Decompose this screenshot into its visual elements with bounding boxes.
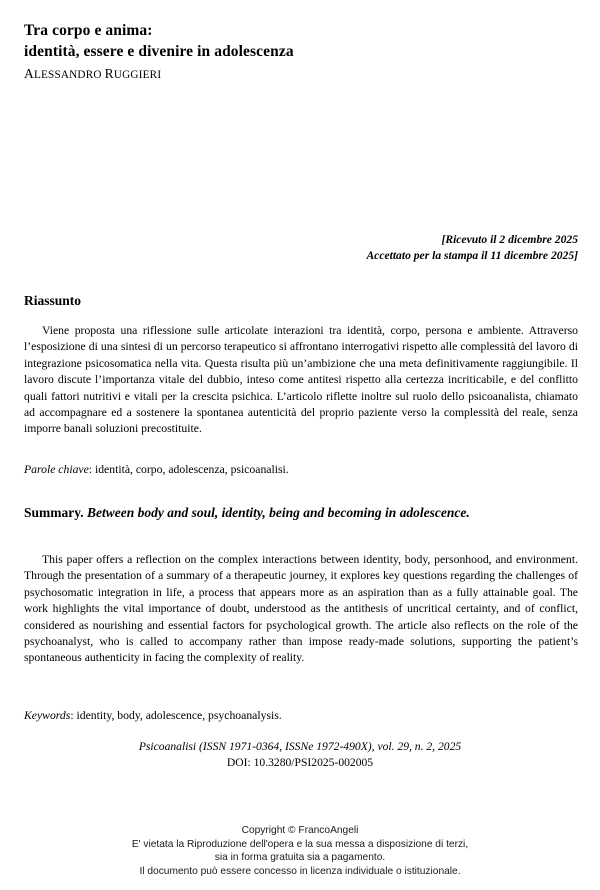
page-title-line-1: Tra corpo e anima: xyxy=(24,22,153,39)
keywords-value-it: : identità, corpo, adolescenza, psicoanalisi. xyxy=(88,463,289,476)
author-name xyxy=(24,64,578,85)
keywords-en xyxy=(24,708,578,724)
received-date: [Ricevuto il 2 dicembre 2025 xyxy=(441,233,578,246)
journal-reference: Psicoanalisi (ISSN 1971-0364, ISSNe 1972-490X), vol. 29, n. 2, 2025 xyxy=(138,740,462,753)
summary-title-en: Between body and soul, identity, being and becoming in adolescence. xyxy=(83,505,470,520)
title-block xyxy=(24,20,578,85)
summary-label: Summary. xyxy=(24,505,84,520)
abstract-heading-it: Riassunto xyxy=(24,293,82,308)
author-initial: A xyxy=(24,66,34,81)
footer-line-1: Copyright © FrancoAngeli xyxy=(241,825,359,836)
author-given-name: LESSANDRO xyxy=(33,69,105,81)
keywords-it xyxy=(24,462,578,478)
author-surname: UGGIERI xyxy=(113,69,162,81)
keywords-value-en: : identity, body, adolescence, psychoanalysis. xyxy=(70,709,282,722)
copyright-footer xyxy=(0,824,600,878)
abstract-text-en: This paper offers a reflection on the complex interactions between identity, body, personhood, and environment. Through the presentation of a summary of a therapeutic journey, it explores key questions regarding the challenges of psychosomatic integration in life, a process that appears more as an aspiration than as a fully attainable goal. The work highlights the vital importance of doubt, understood as the antithesis of uncritical certainty, and of conflict, considered as nourishing and essential factors for psychological growth. The article also reflects on the role of the psychoanalyst, who is called to accompany rather than impose ready-made solutions, supporting the patient’s spontaneous authenticity in facing the complexity of reality. xyxy=(24,553,578,665)
footer-line-2: E' vietata la Riproduzione dell'opera e la sua messa a disposizione di terzi, xyxy=(131,838,469,850)
keywords-label-en: Keywords xyxy=(24,709,71,722)
submission-dates xyxy=(366,232,578,264)
accepted-date: Accettato per la stampa il 11 dicembre 2025] xyxy=(366,249,578,262)
keywords-label-it: Parole chiave xyxy=(24,463,89,476)
footer-line-3: sia in forma gratuita sia a pagamento. xyxy=(214,852,386,863)
abstract-text-it: Viene proposta una riflessione sulle articolate interazioni tra identità, corpo, persona e ambiente. Attraverso l’esposizione di una sintesi di un percorso terapeutico si affrontano interrogativi rispetto alle complessità del lavoro di integrazione psicosomatica nella vita. Questa risulta più un’ambizione che una meta definitivamente raggiungibile. Il lavoro discute l’importanza vitale del dubbio, inteso come antitesi rispetto alla certezza incriticabile, e del conflitto quali fattori nutritivi e vitali per la crescita psichica. L’articolo riflette inoltre sul ruolo dello psicoanalista, chiamato ad accompagnare ed a sostenere la spontanea autenticità del proprio paziente verso la complessità del reale, senza imporre banali soluzioni precostituite. xyxy=(24,324,578,436)
summary-heading-en xyxy=(24,503,578,522)
footer-line-4: Il documento può essere concesso in licenza individuale o istituzionale. xyxy=(139,865,461,877)
doi-text: DOI: 10.3280/PSI2025-002005 xyxy=(226,756,374,769)
author-surname-initial: R xyxy=(104,66,114,81)
page-title-line-2: identità, essere e divenire in adolescenza xyxy=(24,43,294,60)
